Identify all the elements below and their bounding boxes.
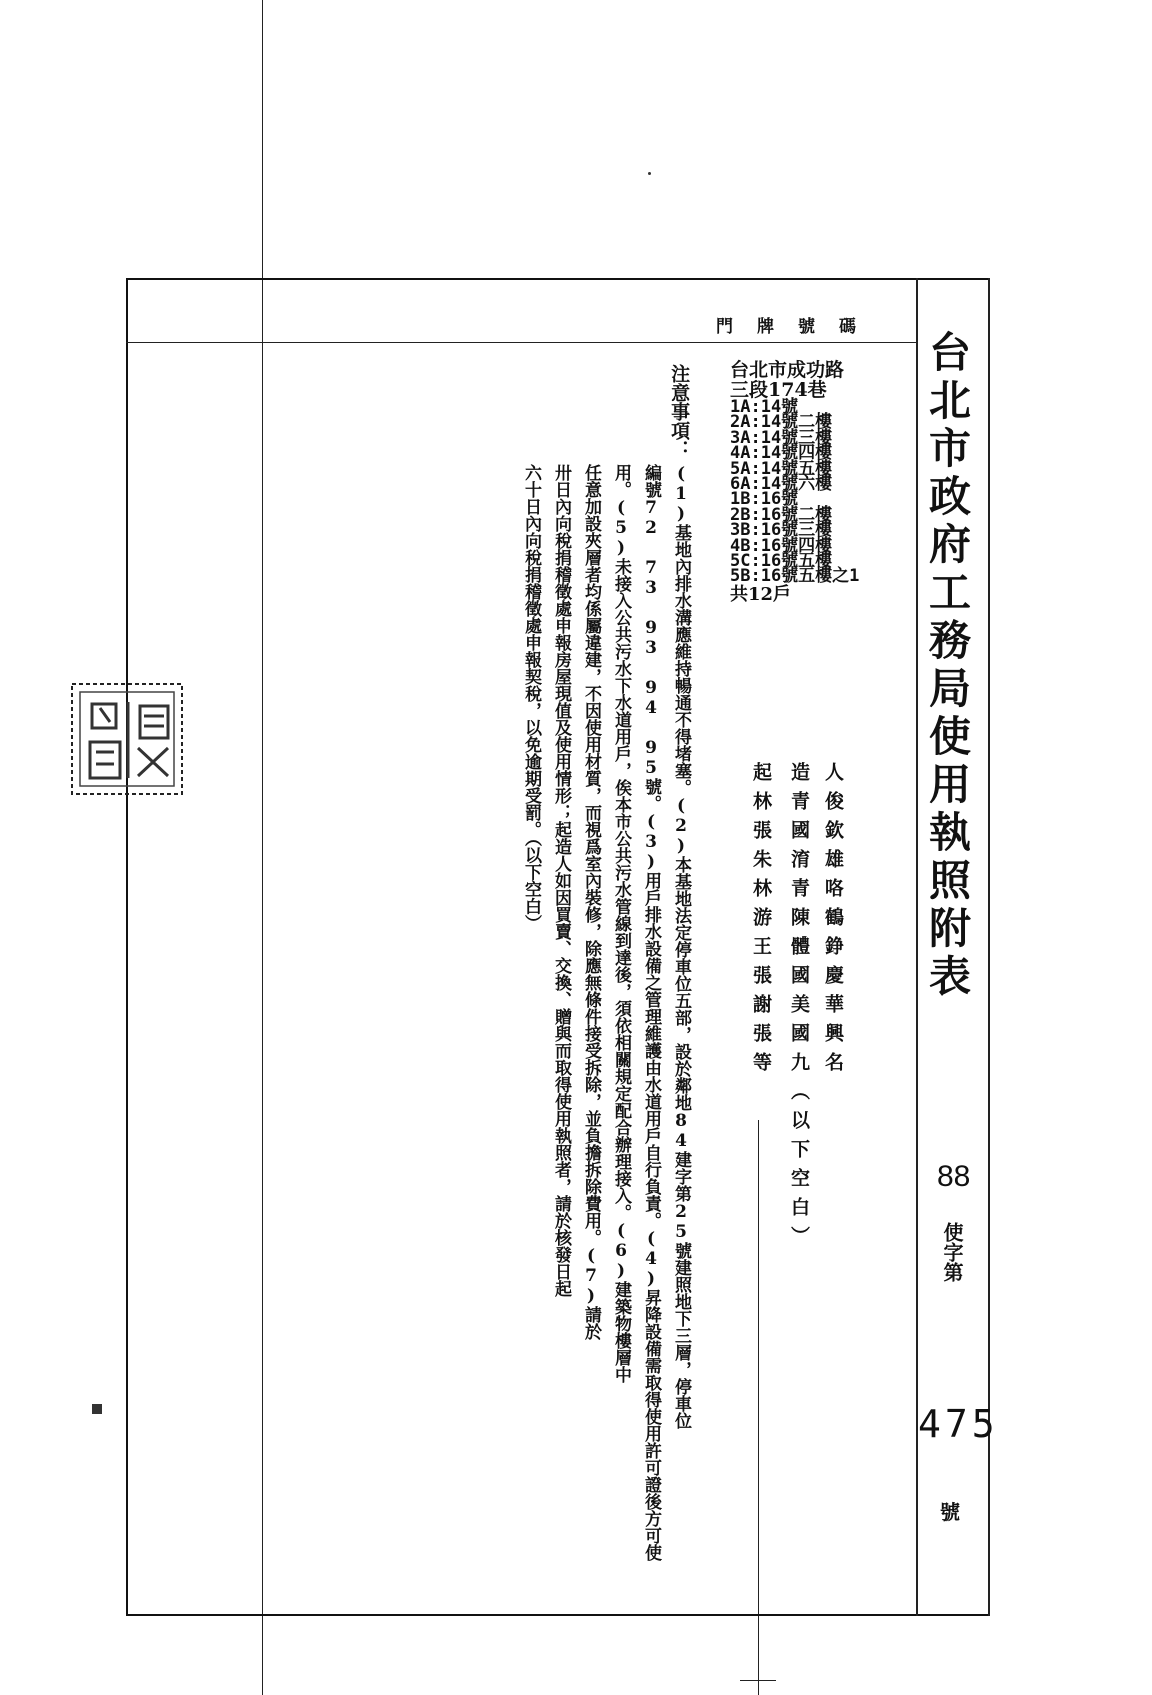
note-line: 編號72 73 93 94 95號。(3)用戶排水設備之管理維護由水道用戶自行負責。(4)昇降設備需取得使用許可證後方可使 [641, 464, 661, 1561]
speck [648, 172, 651, 175]
seal-stamp [70, 682, 188, 800]
form-title: 台北市政府工務局使用執照附表 [923, 330, 972, 1002]
address-unit: 4A:14號四樓 [730, 443, 833, 464]
address-unit: 3A:14號三樓 [730, 427, 833, 448]
speck [92, 1404, 102, 1414]
permit-number: 475 [918, 1402, 999, 1446]
header-char: 牌 [757, 317, 776, 337]
address-section: 三段174巷 [730, 379, 827, 401]
header-char: 號 [798, 317, 817, 337]
owner-column-1: 人俊欽雄咯鶴錚慶華興名 [822, 762, 844, 1081]
permit-year: 88 [937, 1160, 971, 1193]
header-char: 碼 [839, 317, 858, 337]
address-unit: 2B:16號二樓 [730, 504, 833, 525]
owner-column-2: 造青國淯青陳體國美國九（以下空白） [788, 762, 810, 1255]
address-block [730, 360, 859, 605]
address-unit: 5B:16號五樓之1 [730, 566, 860, 587]
notes-heading: 注意事項： [668, 364, 691, 459]
address-unit: 5C:16號五樓 [730, 551, 833, 572]
owner-column-3: 起林張朱林游王張謝張等 [750, 762, 772, 1081]
header-divider [126, 342, 916, 343]
note-line: 用。(5)未接入公共污水下水道用戶，俟本市公共污水管線到達後，須依相關規定配合辦理接入。(6)建築物樓層中 [611, 464, 631, 1383]
address-unit: 4B:16號四樓 [730, 535, 833, 556]
address-unit: 6A:14號六樓 [730, 474, 833, 495]
address-unit: 1B:16號 [730, 489, 799, 510]
note-line: 六十日內向稅捐稽徵處申報契稅，以免逾期受罰。（以下空白） [521, 464, 541, 932]
permit-type: 使字第 [940, 1222, 964, 1282]
address-unit: 2A:14號二樓 [730, 412, 833, 433]
note-line: 任意加設夾層者均係屬違建，不因使用材質，而視爲室內裝修，除應無條件接受拆除，並負擔拆除費用。(7)請於 [581, 464, 601, 1340]
address-total: 共12戶 [730, 583, 792, 605]
address-unit: 5A:14號五樓 [730, 458, 833, 479]
address-street: 台北市成功路 [730, 359, 845, 381]
header-char: 門 [716, 317, 735, 337]
door-number-header [716, 312, 880, 337]
scan-tick-bottom [740, 1680, 776, 1681]
note-line: 卅日內向稅捐稽徵處申報房屋現值及使用情形；起造人如因買賣、交換、贈與而取得使用執照者，請於核發日起 [551, 464, 571, 1297]
address-unit: 3B:16號三樓 [730, 520, 833, 541]
permit-suffix: 號 [940, 1500, 960, 1524]
note-line: (1)基地內排水溝應維持暢通不得堵塞。(2)本基地法定停車位五部，設於鄰地84建字第25號建照地下三層，停車位 [671, 464, 691, 1429]
address-unit: 1A:14號 [730, 397, 799, 417]
